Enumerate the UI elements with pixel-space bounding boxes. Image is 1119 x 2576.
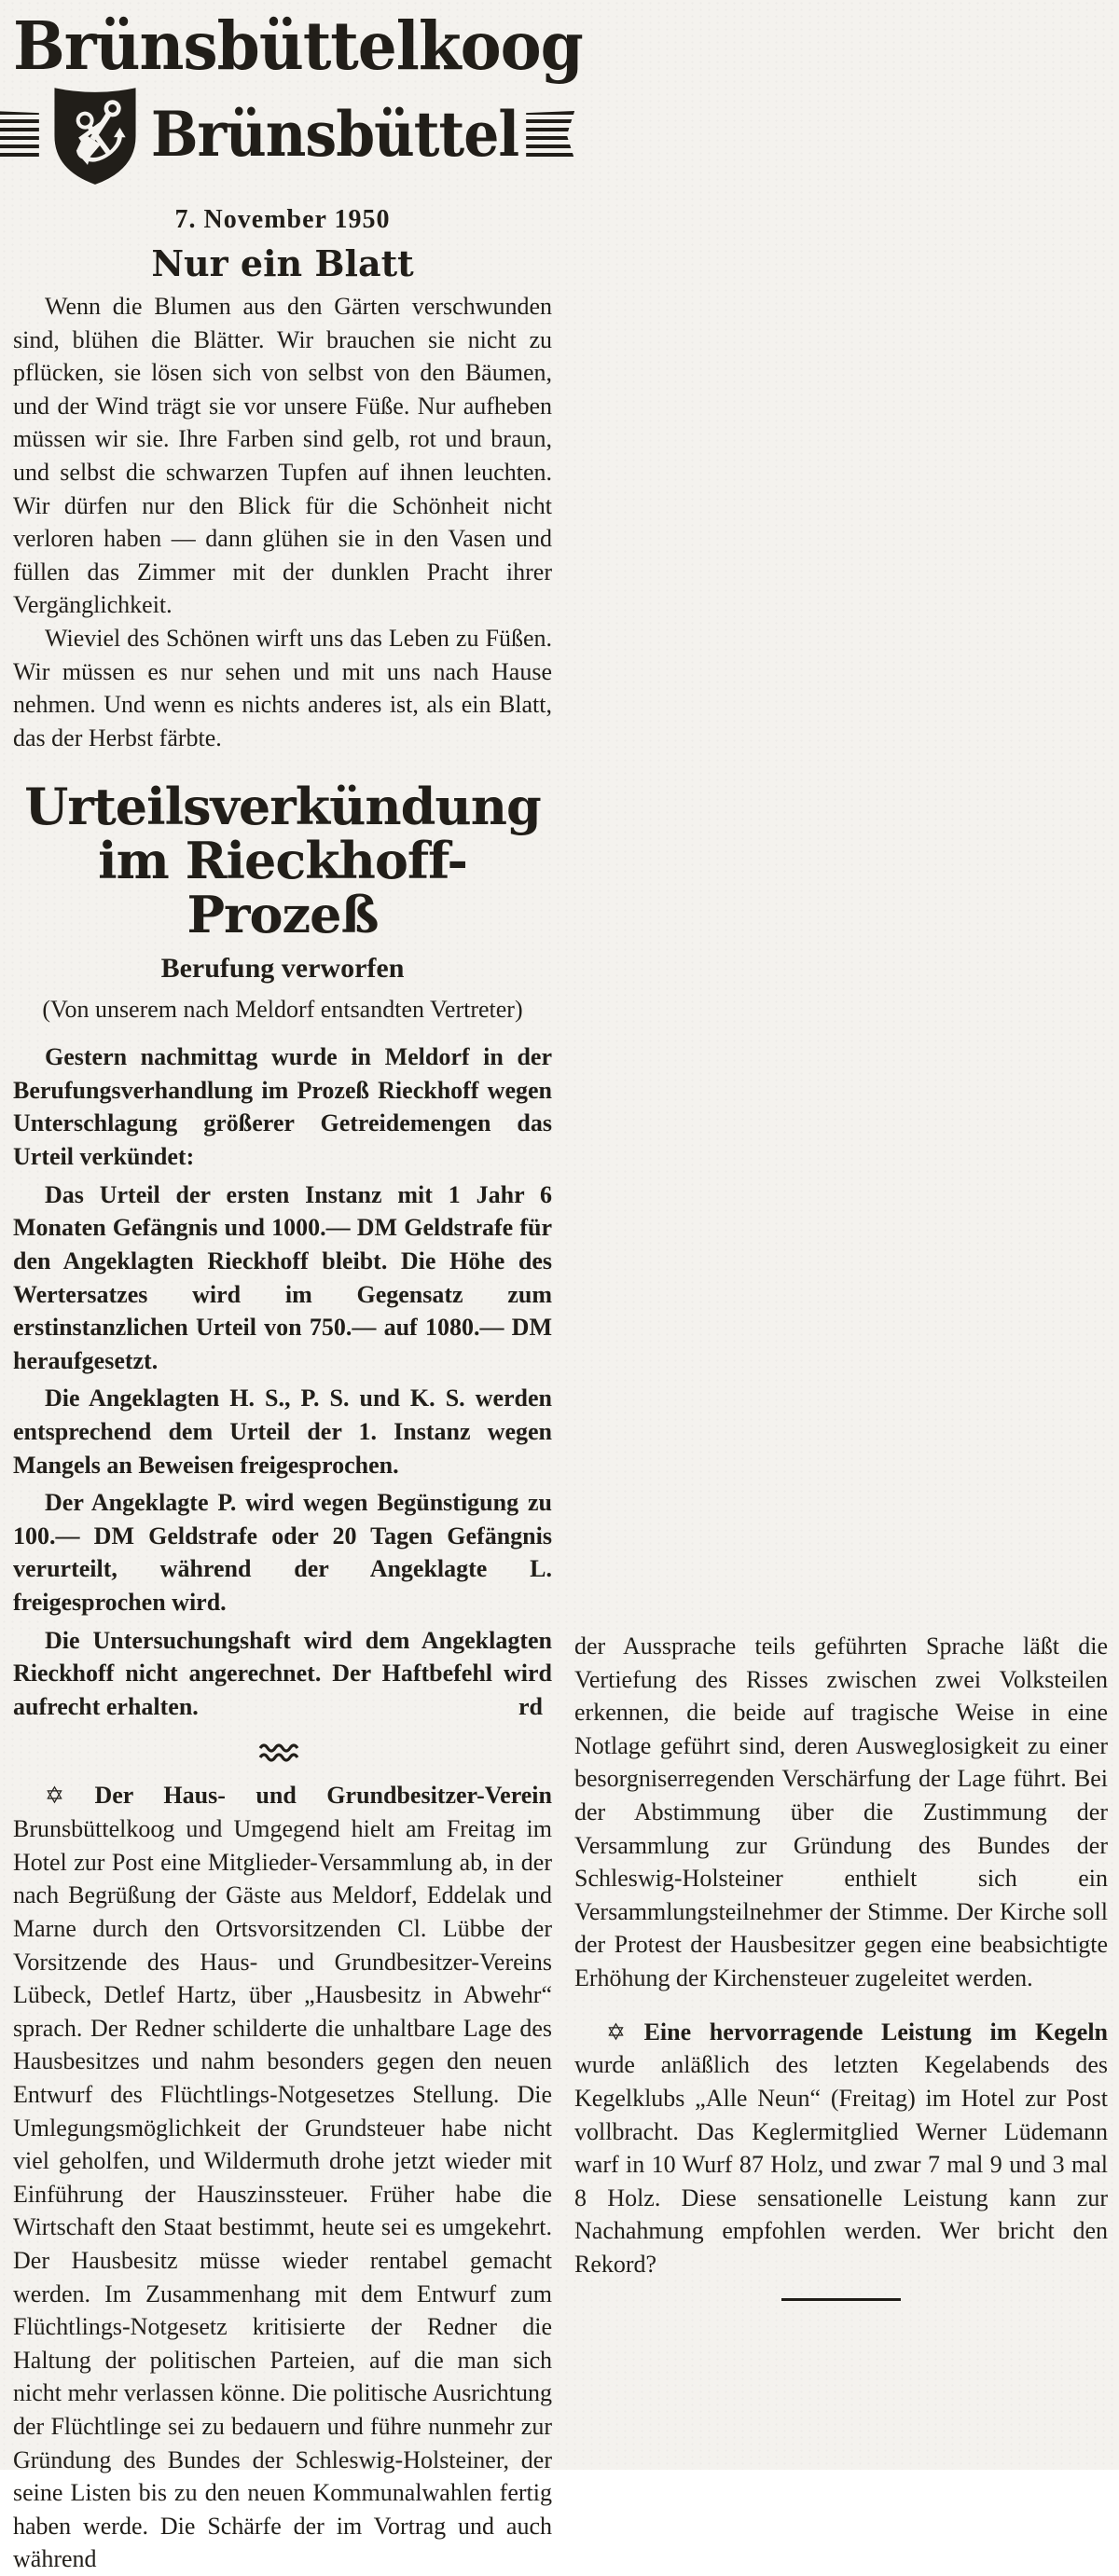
star-marker-icon: ✡ <box>606 2018 626 2046</box>
article-kegeln <box>574 2016 1108 2281</box>
right-column <box>574 1630 1108 2301</box>
paragraph-text: Die Untersuchungshaft wird dem Angeklagten Rieckhoff nicht angerechnet. Der Haftbefehl wird aufrecht erhalten. <box>13 1626 552 1720</box>
article-title: Nur ein Blatt <box>151 242 414 284</box>
paragraph-text: wurde anläßlich des letzten Kegelabends des Kegelklubs „Alle Neun“ (Freitag) im Hotel zur Post vollbracht. Das Keglermitglied Werner Lüdemann warf in 10 Wurf 87 Holz, und zwar 7 mal 9 und 3 mal 8 Holz. Diese sensationelle Leistung kann zur Nachahmung empfohlen werden. Wer bricht den Rekord? <box>574 2051 1108 2278</box>
article-verdict <box>13 776 552 1724</box>
star-marker-icon: ✡ <box>45 1782 64 1810</box>
subheadline: Berufung verworfen <box>160 953 405 985</box>
masthead <box>13 80 552 190</box>
masthead-title-top: Brünsbüttelkoog <box>13 6 583 86</box>
article-hausbesitzer-continued: der Aussprache teils geführten Sprache läßt die Vertiefung des Risses zwischen zwei Volksteilen erkennen, die beide auf tragische Weise in eine Notlage geführt sind, deren Ausweglosigkeit zu einer besorgniserregenden Verschärfung der Lage führt. Bei der Abstimmung über die Zustimmung der Versammlung zur Gründung des Bundes der Schleswig-Holsteiner enthielt sich ein Versammlungsteilnehmer der Stimme. Der Kirche soll der Protest der Hausbesitzer gegen eine beabsichtigte Erhöhung der Kirchensteuer zugeleitet werden. <box>574 1632 1108 1992</box>
article-leaf <box>13 242 552 755</box>
left-column <box>13 6 583 2576</box>
byline: (Von unserem nach Meldorf entsandten Vertreter) <box>42 996 523 1024</box>
paragraph: Wenn die Blumen aus den Gärten verschwunden sind, blühen die Blätter. Wir brauchen sie nicht zu pflücken, sie lösen sich von selbst von den Bäumen, und der Wind trägt sie vor unsere Füße. Nur aufheben müssen wir sie. Ihre Farben sind gelb, rot und braun, und selbst die schwarzen Tupfen auf ihnen leuchten. Wir dürfen nur den Blick für die Schönheit nicht verloren haben — dann glühen sie in den Vasen und füllen das Zimmer mit der dunklen Pracht ihrer Vergänglichkeit. <box>13 293 552 619</box>
issue-date: 7. November 1950 <box>174 205 391 234</box>
paragraph <box>574 2016 1108 2281</box>
paragraph <box>13 1624 552 1724</box>
article-lead: Eine hervorragende Leistung im Kegeln <box>643 2018 1109 2046</box>
headline: Urteilsverkündung im Rieckhoff-Prozeß <box>24 776 541 945</box>
masthead-title-bottom: Brünsbüttel <box>150 99 519 172</box>
wavy-divider-icon <box>258 1742 307 1764</box>
author-signature: rd <box>518 1692 543 1720</box>
ribbon-flourish-right-icon <box>526 111 574 159</box>
paragraph: Der Angeklagte P. wird wegen Begünstigung zu 100.— DM Geldstrafe oder 20 Tagen Gefängnis verurteilt, während der Angeklagte L. freigesprochen wird. <box>13 1489 552 1617</box>
paragraph: Gestern nachmittag wurde in Meldorf in der Berufungsverhandlung im Prozeß Rieckhoff wegen Unterschlagung größerer Getreidemengen das Urteil verkündet: <box>13 1043 552 1171</box>
paragraph: Wieviel des Schönen wirft uns das Leben zu Füßen. Wir müssen es nur sehen und mit uns nach Hause nehmen. Und wenn es nichts anderes ist, als ein Blatt, das der Herbst färbte. <box>13 625 552 751</box>
article-lead: Der Haus- und Grundbesitzer-Verein <box>94 1782 552 1810</box>
end-rule <box>781 2298 901 2301</box>
paragraph-text: Brunsbüttelkoog und Umgegend hielt am Freitag im Hotel zur Post eine Mitglieder-Versammlung ab, in der nach Begrüßung der Gäste aus Meldorf, Eddelak und Marne durch den Ortsvorsitzenden Cl. Lübbe der Vorsitzende des Haus- und Grundbesitzer-Vereins Lübeck, Detlef Hartz, über „Hausbesitz in Abwehr“ sprach. Der Redner schilderte die unhaltbare Lage des Hausbesitzes und nahm besonders gegen den neuen Entwurf des Flüchtlings-Notgesetzes Stellung. Die Umlegungsmöglichkeit der Grundsteuer habe nicht viel geholfen, und Wildermuth drohe jetzt wieder mit Einführung der Hauszinssteuer. Früher habe die Wirtschaft den Staat bestimmt, heute sei es umgekehrt. Der Hausbesitz müsse wieder rentabel gemacht werden. Im Zusammenhang mit dem Entwurf zum Flüchtlings-Notgesetz kritisierte der Redner die Haltung der politischen Parteien, auf die man sich nicht mehr verlassen könne. Die politische Ausrichtung der Flüchtlinge sei zu bedauern und führe nunmehr zur Gründung des Bundes der Schleswig-Holsteiner, der seine Listen bis zu den neuen Kommunalwahlen fertig haben werde. Die Schärfe der im Vortrag und auch während <box>13 1815 552 2573</box>
paragraph: Das Urteil der ersten Instanz mit 1 Jahr 6 Monaten Gefängnis und 1000.— DM Geldstrafe für den Angeklagten Rieckhoff bleibt. Die Höhe des Wertersatzes wird im Gegensatz zum erstinstanzlichen Urteil von 750.— auf 1080.— DM heraufgesetzt. <box>13 1180 552 1374</box>
masthead-emblem <box>47 82 144 188</box>
ribbon-flourish-left-icon <box>0 111 39 159</box>
article-hausbesitzer <box>13 1779 552 2576</box>
anchor-icon: ⚓ <box>46 84 145 187</box>
paragraph: Die Angeklagten H. S., P. S. und K. S. werden entsprechend dem Urteil der 1. Instanz wegen Mangels an Beweisen freigesprochen. <box>13 1384 552 1479</box>
paragraph <box>13 1779 552 2576</box>
